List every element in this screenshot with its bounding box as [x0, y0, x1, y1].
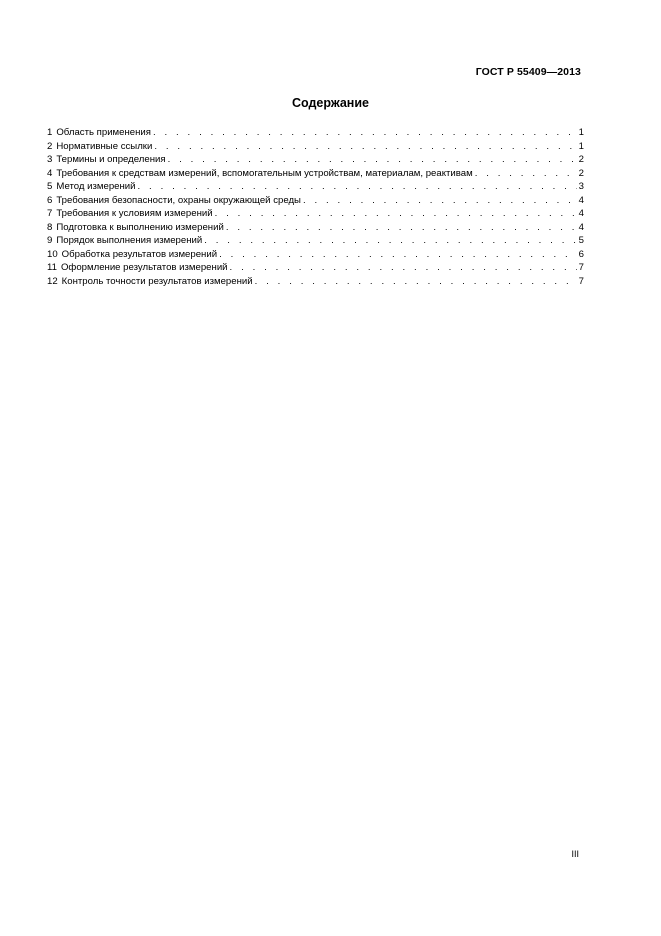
toc-entry-number: 3 — [47, 154, 53, 165]
toc-entry-title: Термины и определения — [56, 154, 166, 165]
toc-entry-number: 7 — [47, 208, 53, 219]
toc-entry-1[interactable] — [47, 126, 584, 140]
toc-dot-leader — [255, 275, 577, 289]
toc-dot-leader — [204, 234, 576, 248]
toc-entry-title: Обработка результатов измерений — [61, 248, 218, 260]
toc-entry-title: Требования к условиям измерений — [56, 208, 213, 219]
toc-entry-title: Оформление результатов измерений — [60, 262, 228, 273]
toc-entry-page: 6 — [578, 248, 584, 260]
toc-dot-leader — [138, 180, 577, 194]
toc-entry-12[interactable] — [47, 275, 584, 289]
toc-entry-4[interactable] — [47, 167, 584, 181]
toc-entry-number: 10 — [47, 248, 58, 260]
toc-entry-number: 2 — [47, 140, 53, 152]
toc-entry-number: 1 — [47, 127, 53, 138]
toc-entry-title: Подготовка к выполнению измерений — [56, 221, 224, 233]
toc-entry-page: 1 — [578, 127, 584, 138]
page-number: III — [571, 849, 579, 859]
toc-entry-11[interactable] — [47, 261, 584, 275]
toc-entry-3[interactable] — [47, 153, 584, 167]
toc-entry-title: Область применения — [56, 127, 151, 138]
toc-entry-number: 5 — [47, 181, 53, 192]
toc-entry-page: 2 — [578, 167, 584, 179]
toc-entry-title: Требования безопасности, охраны окружающей среды — [56, 194, 301, 206]
toc-entry-8[interactable] — [47, 221, 584, 235]
toc-entry-page: 7 — [578, 275, 584, 287]
toc-entry-number: 12 — [47, 275, 58, 287]
toc-dot-leader — [226, 221, 577, 235]
table-of-contents — [47, 126, 584, 288]
toc-entry-10[interactable] — [47, 248, 584, 262]
toc-entry-title: Порядок выполнения измерений — [56, 235, 203, 246]
toc-entry-page: 7 — [578, 262, 584, 273]
toc-entry-title: Нормативные ссылки — [56, 140, 153, 152]
toc-entry-title: Требования к средствам измерений, вспомогательным устройствам, материалам, реактивам — [56, 167, 473, 179]
toc-dot-leader — [168, 153, 577, 167]
toc-entry-9[interactable] — [47, 234, 584, 248]
toc-dot-leader — [153, 126, 577, 140]
toc-entry-title: Метод измерений — [56, 181, 136, 192]
toc-entry-2[interactable] — [47, 140, 584, 154]
toc-entry-number: 8 — [47, 221, 53, 233]
toc-dot-leader — [154, 140, 576, 154]
toc-entry-page: 4 — [578, 208, 584, 219]
toc-entry-number: 11 — [47, 262, 57, 273]
toc-dot-leader — [303, 194, 577, 208]
toc-entry-page: 4 — [578, 194, 584, 206]
toc-entry-title: Контроль точности результатов измерений — [61, 275, 253, 287]
toc-entry-page: 4 — [578, 221, 584, 233]
toc-dot-leader — [230, 261, 577, 275]
toc-entry-number: 9 — [47, 235, 53, 246]
toc-dot-leader — [475, 167, 577, 181]
toc-entry-page: 2 — [578, 154, 584, 165]
toc-entry-6[interactable] — [47, 194, 584, 208]
toc-entry-number: 4 — [47, 167, 53, 179]
toc-entry-page: 5 — [578, 235, 584, 246]
document-code: ГОСТ Р 55409—2013 — [475, 66, 581, 78]
toc-entry-page: 1 — [578, 140, 584, 152]
toc-entry-7[interactable] — [47, 207, 584, 221]
toc-entry-number: 6 — [47, 194, 53, 206]
toc-dot-leader — [219, 248, 577, 262]
toc-entry-5[interactable] — [47, 180, 584, 194]
toc-dot-leader — [215, 207, 577, 221]
toc-title: Содержание — [291, 96, 369, 110]
toc-entry-page: 3 — [578, 181, 584, 192]
